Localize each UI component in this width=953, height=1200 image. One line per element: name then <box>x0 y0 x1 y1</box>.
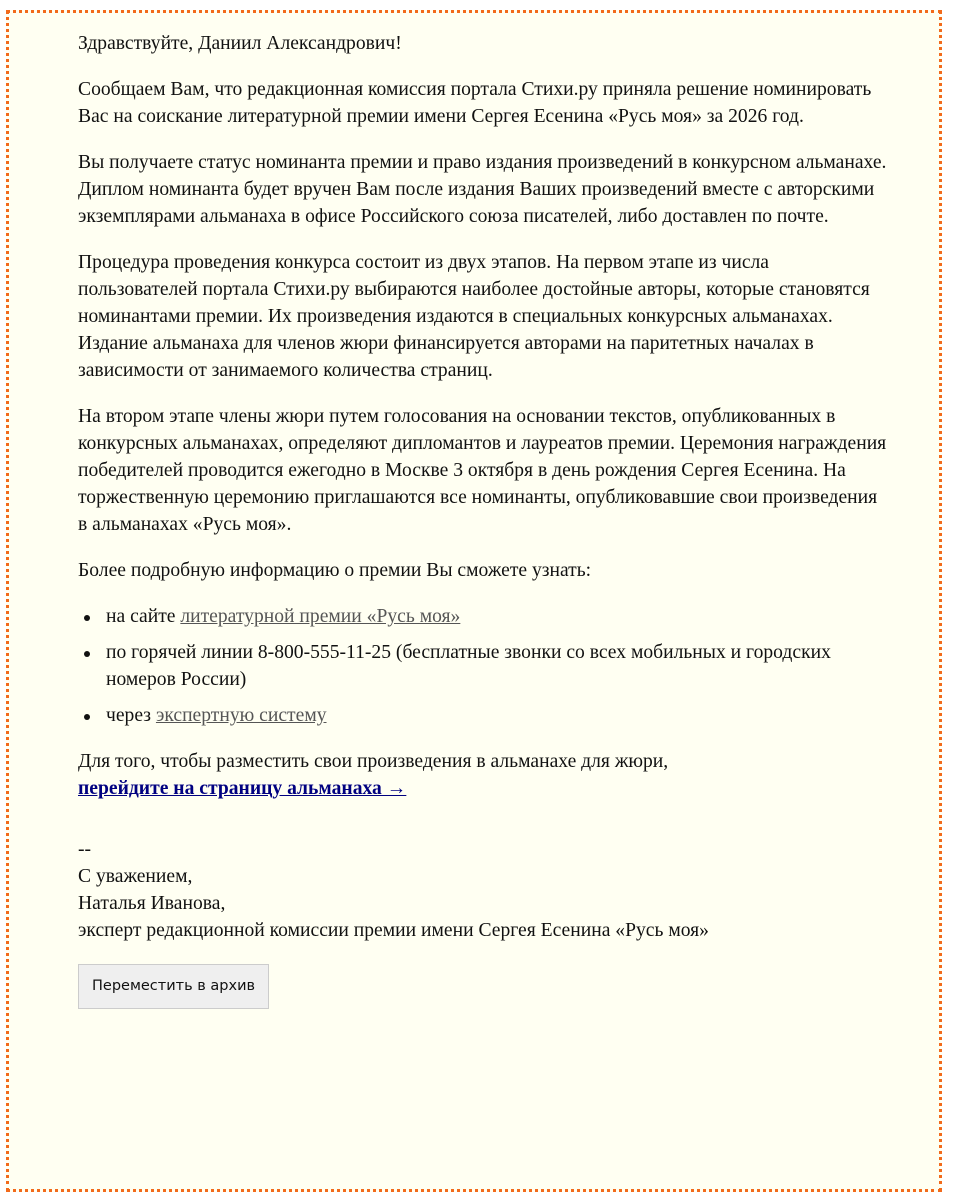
cta-paragraph <box>78 748 888 802</box>
list-item <box>106 639 888 693</box>
info-list <box>78 603 888 729</box>
signature <box>78 836 888 944</box>
paragraph-nomination: Сообщаем Вам, что редакционная комиссия портала Стихи.ру приняла решение номинировать Вас на соискание литературной премии имени Сергея Есенина «Русь моя» за 2026 год. <box>78 79 872 127</box>
signature-name: Наталья Иванова, <box>78 893 226 914</box>
move-to-archive-button[interactable]: Переместить в архив <box>78 964 269 1009</box>
signature-regards: С уважением, <box>78 866 193 887</box>
list-item-text: на сайте <box>106 606 181 627</box>
signature-title: эксперт редакционной комиссии премии имени Сергея Есенина «Русь моя» <box>78 920 709 941</box>
cta-text: Для того, чтобы разместить свои произведения в альманахе для жюри, <box>78 751 669 772</box>
premium-site-link[interactable]: литературной премии «Русь моя» <box>180 606 461 627</box>
hotline-text: по горячей линии 8-800-555-11-25 (бесплатные звонки со всех мобильных и городских номеров России) <box>106 642 831 690</box>
more-info-text: Более подробную информацию о премии Вы сможете узнать: <box>78 560 592 581</box>
greeting: Здравствуйте, Даниил Александрович! <box>78 33 402 54</box>
expert-system-link[interactable]: экспертную систему <box>155 705 327 726</box>
paragraph-procedure: Процедура проведения конкурса состоит из двух этапов. На первом этапе из числа пользователей портала Стихи.ру выбираются наиболее достойные авторы, которые становятся номинантами премии. Их произведения издаются в специальных конкурсных альманахах. Издание альманаха для членов жюри финансируется авторами на паритетных началах в зависимости от занимаемого количества страниц. <box>78 252 870 381</box>
paragraph-second-stage: На втором этапе члены жюри путем голосования на основании текстов, опубликованных в конкурсных альманахах, определяют дипломантов и лауреатов премии. Церемония награждения победителей проводится ежегодно в Москве 3 октября в день рождения Сергея Есенина. На торжественную церемонию приглашаются все номинанты, опубликовавшие свои произведения в альманахах «Русь моя». <box>78 406 887 535</box>
list-item <box>106 603 888 630</box>
list-item-text: через <box>106 705 156 726</box>
paragraph-status: Вы получаете статус номинанта премии и право издания произведений в конкурсном альманахе. Диплом номинанта будет вручен Вам после издания Ваших произведений вместе с авторскими экземплярами альманаха в офисе Российского союза писателей, либо доставлен по почте. <box>78 152 887 227</box>
list-item <box>106 702 888 729</box>
letter-body <box>78 30 888 1009</box>
signature-dash: -- <box>78 839 92 860</box>
letter-container <box>6 10 942 1192</box>
almanac-page-link[interactable]: перейдите на страницу альманаха → <box>78 778 407 799</box>
